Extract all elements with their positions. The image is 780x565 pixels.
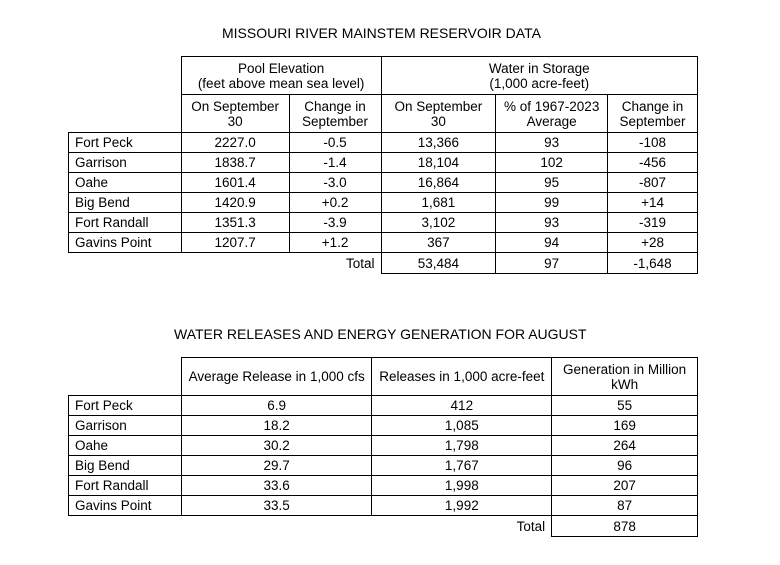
total-label: Total [516,518,546,534]
pool-value: 1351.3 [181,213,289,233]
storage-value: 1,681 [381,193,496,213]
table-row [69,456,698,476]
storage-change-value: +28 [608,233,698,253]
col-storage-sep30: On September 30 [381,95,496,133]
pool-change-value: +1.2 [289,233,381,253]
avg-release-value: 30.2 [181,436,372,456]
col-generation: Generation in Million kWh [552,358,698,396]
row-name: Garrison [69,416,182,436]
table-row [69,416,698,436]
row-name: Fort Peck [69,396,182,416]
row-name: Oahe [69,173,182,193]
pool-elevation-header: Pool Elevation (feet above mean sea level) [181,57,381,95]
generation-value: 169 [552,416,698,436]
releases-value: 412 [372,396,552,416]
pct-value: 95 [496,173,608,193]
table-row [69,233,698,253]
generation-value: 207 [552,476,698,496]
col-pool-sep30: On September 30 [181,95,289,133]
pct-value: 94 [496,233,608,253]
pct-value: 102 [496,153,608,173]
pool-change-value: +0.2 [289,193,381,213]
generation-value: 96 [552,456,698,476]
row-name: Big Bend [69,456,182,476]
reservoir-title: MISSOURI RIVER MAINSTEM RESERVOIR DATA [222,25,541,41]
col-pool-change: Change in September [289,95,381,133]
table-row [69,496,698,516]
pool-change-value: -0.5 [289,133,381,153]
row-name: Garrison [69,153,182,173]
total-row [69,253,698,274]
table-row [69,436,698,456]
table-row [69,396,698,416]
reservoir-table [68,56,698,274]
releases-value: 1,767 [372,456,552,476]
pool-change-value: -1.4 [289,153,381,173]
table-row [69,213,698,233]
row-name: Oahe [69,436,182,456]
storage-change-value: -456 [608,153,698,173]
storage-change-value: -108 [608,133,698,153]
avg-release-value: 33.6 [181,476,372,496]
pool-value: 1601.4 [181,173,289,193]
pool-value: 1207.7 [181,233,289,253]
total-storage-change: -1,648 [608,253,698,274]
pool-change-value: -3.9 [289,213,381,233]
pool-value: 1420.9 [181,193,289,213]
table-row [69,133,698,153]
releases-table [68,357,698,537]
row-name: Big Bend [69,193,182,213]
total-pct: 97 [496,253,608,274]
generation-value: 264 [552,436,698,456]
avg-release-value: 18.2 [181,416,372,436]
storage-value: 367 [381,233,496,253]
row-name: Fort Randall [69,476,182,496]
storage-change-value: -319 [608,213,698,233]
releases-value: 1,085 [372,416,552,436]
row-name: Gavins Point [69,496,182,516]
storage-value: 18,104 [381,153,496,173]
col-storage-change: Change in September [608,95,698,133]
releases-value: 1,992 [372,496,552,516]
storage-value: 16,864 [381,173,496,193]
table-row [69,153,698,173]
generation-value: 55 [552,396,698,416]
generation-value: 87 [552,496,698,516]
avg-release-value: 33.5 [181,496,372,516]
col-storage-pct: % of 1967-2023 Average [496,95,608,133]
releases-value: 1,798 [372,436,552,456]
col-avg-release: Average Release in 1,000 cfs [181,358,372,396]
storage-value: 13,366 [381,133,496,153]
row-name: Fort Peck [69,133,182,153]
releases-title: WATER RELEASES AND ENERGY GENERATION FOR AUGUST [174,326,587,342]
storage-change-value: -807 [608,173,698,193]
storage-change-value: +14 [608,193,698,213]
pool-value: 1838.7 [181,153,289,173]
pct-value: 93 [496,213,608,233]
row-name: Fort Randall [69,213,182,233]
table-row [69,476,698,496]
storage-value: 3,102 [381,213,496,233]
pool-change-value: -3.0 [289,173,381,193]
table-row [69,173,698,193]
avg-release-value: 29.7 [181,456,372,476]
pct-value: 93 [496,133,608,153]
row-name: Gavins Point [69,233,182,253]
avg-release-value: 6.9 [181,396,372,416]
water-storage-header: Water in Storage (1,000 acre-feet) [381,57,698,95]
col-releases: Releases in 1,000 acre-feet [372,358,552,396]
total-storage: 53,484 [381,253,496,274]
pool-value: 2227.0 [181,133,289,153]
pct-value: 99 [496,193,608,213]
releases-value: 1,998 [372,476,552,496]
total-label: Total [345,255,375,271]
total-row [69,516,698,537]
table-row [69,193,698,213]
total-generation: 878 [552,516,698,537]
